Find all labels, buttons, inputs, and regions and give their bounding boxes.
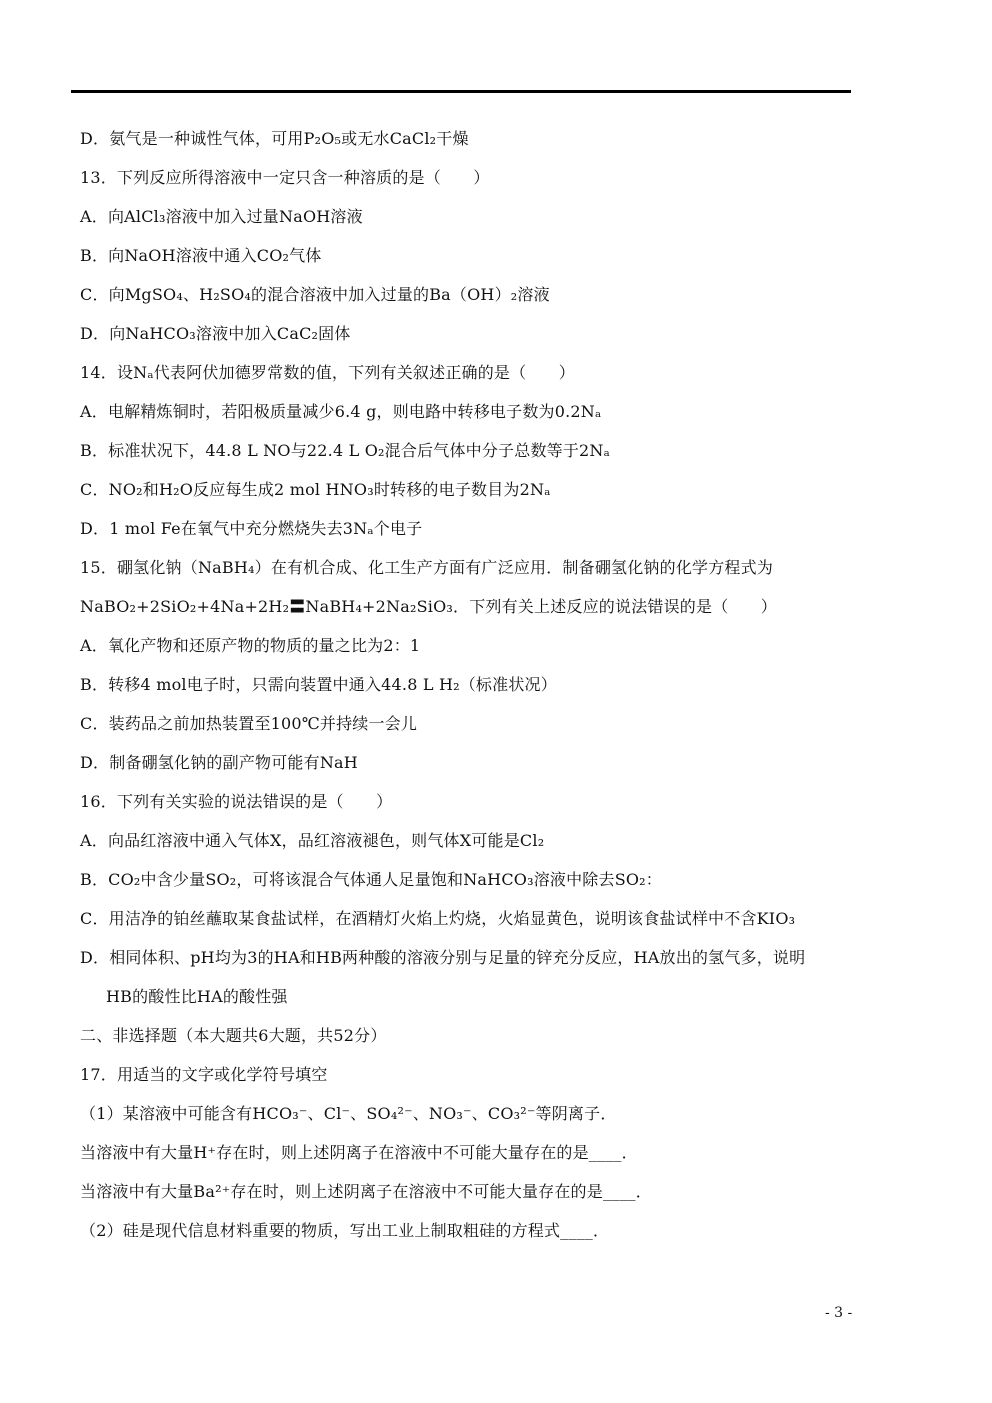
- option-16-d: D．相同体积、pH均为3的HA和HB两种酸的溶液分别与足量的锌充分反应，HA放出的氢气多，说明: [80, 948, 806, 967]
- option-15-b: B．转移4 mol电子时，只需向装置中通入44.8 L H₂（标准状况）: [80, 675, 557, 694]
- question-14: 14．设Nₐ代表阿伏加德罗常数的值，下列有关叙述正确的是（ ）: [80, 363, 575, 382]
- option-16-a: A．向品红溶液中通入气体X，品红溶液褪色，则气体X可能是Cl₂: [80, 831, 545, 850]
- option-13-c: C．向MgSO₄、H₂SO₄的混合溶液中加入过量的Ba（OH）₂溶液: [80, 285, 550, 304]
- option-15-c: C．装药品之前加热装置至100℃并持续一会儿: [80, 714, 418, 733]
- option-16-c: C．用洁净的铂丝蘸取某食盐试样，在酒精灯火焰上灼烧，火焰显黄色，说明该食盐试样中不含KIO₃: [80, 909, 796, 928]
- question-17-part-1-ba: 当溶液中有大量Ba²⁺存在时，则上述阴离子在溶液中不可能大量存在的是____．: [80, 1182, 652, 1201]
- question-17-part-2: （2）硅是现代信息材料重要的物质，写出工业上制取粗硅的方程式____．: [80, 1221, 610, 1240]
- option-13-a: A．向AlCl₃溶液中加入过量NaOH溶液: [80, 207, 363, 226]
- option-13-d: D．向NaHCO₃溶液中加入CaC₂固体: [80, 324, 351, 343]
- option-14-d: D．1 mol Fe在氧气中充分燃烧失去3Nₐ个电子: [80, 519, 423, 538]
- question-17: 17．用适当的文字或化学符号填空: [80, 1065, 328, 1084]
- question-16: 16．下列有关实验的说法错误的是（ ）: [80, 792, 393, 811]
- header-rule: [71, 90, 851, 93]
- option-14-b: B．标准状况下，44.8 L NO与22.4 L O₂混合后气体中分子总数等于2Nₐ: [80, 441, 611, 460]
- option-14-c: C．NO₂和H₂O反应每生成2 mol HNO₃时转移的电子数目为2Nₐ: [80, 480, 551, 499]
- section-2-heading: 二、非选择题（本大题共6大题，共52分）: [80, 1026, 387, 1045]
- option-15-a: A．氧化产物和还原产物的物质的量之比为2：1: [80, 636, 421, 655]
- option-12-d: D．氨气是一种诚性气体，可用P₂O₅或无水CaCl₂干燥: [80, 129, 469, 148]
- option-15-d: D．制备硼氢化钠的副产物可能有NaH: [80, 753, 358, 772]
- question-15-equation: NaBO₂+2SiO₂+4Na+2H₂〓NaBH₄+2Na₂SiO₃．下列有关上述反应的说法错误的是（ ）: [80, 597, 778, 616]
- question-15: 15．硼氢化钠（NaBH₄）在有机合成、化工生产方面有广泛应用．制备硼氢化钠的化学方程式为: [80, 558, 774, 577]
- option-14-a: A．电解精炼铜时，若阳极质量减少6.4 g，则电路中转移电子数为0.2Nₐ: [80, 402, 602, 421]
- option-13-b: B．向NaOH溶液中通入CO₂气体: [80, 246, 322, 265]
- question-13: 13．下列反应所得溶液中一定只含一种溶质的是（ ）: [80, 168, 490, 187]
- option-16-b: B．CO₂中含少量SO₂，可将该混合气体通人足量饱和NaHCO₃溶液中除去SO₂：: [80, 870, 662, 889]
- question-17-part-1-h: 当溶液中有大量H⁺存在时，则上述阴离子在溶液中不可能大量存在的是____．: [80, 1143, 638, 1162]
- page-number: - 3 -: [825, 1305, 853, 1321]
- option-16-d-cont: HB的酸性比HA的酸性强: [106, 987, 288, 1006]
- question-17-part-1: （1）某溶液中可能含有HCO₃⁻、Cl⁻、SO₄²⁻、NO₃⁻、CO₃²⁻等阴离子．: [80, 1104, 617, 1123]
